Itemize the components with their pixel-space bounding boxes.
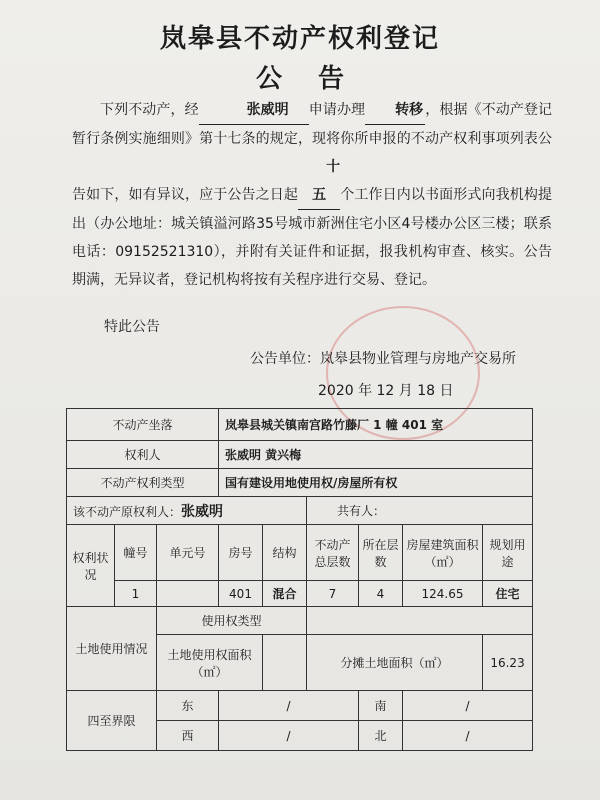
value-unit [157, 581, 219, 607]
notice-text-start: 下列不动产，经 [100, 102, 199, 118]
value-usage: 住宅 [483, 581, 533, 607]
west-value: / [219, 721, 359, 751]
objection-days: 十五 [298, 153, 340, 210]
document-title: 岚皋县不动产权利登记 [159, 24, 440, 54]
north-value: / [403, 721, 533, 751]
use-right-type-value [307, 607, 533, 635]
prev-owner-cell [67, 497, 307, 525]
header-total-floors: 不动产总层数 [307, 525, 359, 581]
notice-paragraph [72, 96, 552, 294]
property-table [66, 408, 533, 751]
boundary-label: 四至界限 [67, 691, 157, 751]
document-subtitle: 公告 [255, 64, 380, 94]
shared-area-value: 16.23 [483, 635, 533, 691]
east-value: / [219, 691, 359, 721]
east-label: 东 [157, 691, 219, 721]
special-notice: 特此公告 [104, 319, 160, 335]
header-structure: 结构 [263, 525, 307, 581]
value-floor: 4 [359, 581, 403, 607]
co-owner-label: 共有人： [307, 497, 533, 525]
right-type-value: 国有建设用地使用权/房屋所有权 [219, 469, 533, 497]
right-type-label: 不动产权利类型 [67, 469, 219, 497]
notice-text-mid: ，根据《不动产登记暂行条例实施细则》第十七条的规定，现将你所申报的不动产权利事项列表公告如下，如有异议，应于公告之日起 [72, 102, 553, 203]
value-area: 124.65 [403, 581, 483, 607]
land-area-value [263, 635, 307, 691]
notice-text-end: 个工作日内以书面形式向我机构提出（办公地址：城关镇溢河路35号城市新洲住宅小区4号楼办公区三楼；联系电话：09152521310），并附有关证件和证据，报我机构审查、核实。公告期满，无异议者，登记机构将按有关程序进行交易、登记。 [72, 187, 553, 288]
west-label: 西 [157, 721, 219, 751]
north-label: 北 [359, 721, 403, 751]
value-structure: 混合 [263, 581, 307, 607]
header-floor: 所在层数 [359, 525, 403, 581]
header-room: 房号 [219, 525, 263, 581]
header-unit: 单元号 [157, 525, 219, 581]
owner-label: 权利人 [67, 441, 219, 469]
shared-area-label: 分摊土地面积（㎡） [307, 635, 483, 691]
value-building: 1 [115, 581, 157, 607]
owner-value: 张威明 黄兴梅 [219, 441, 533, 469]
business-type: 转移 [365, 96, 425, 125]
location-label: 不动产坐落 [67, 409, 219, 441]
location-value: 岚皋县城关镇南宫路竹藤厂 1 幢 401 室 [219, 409, 533, 441]
prev-owner-value: 张威明 [181, 503, 224, 520]
header-area: 房屋建筑面积（㎡） [403, 525, 483, 581]
value-total-floors: 7 [307, 581, 359, 607]
applicant-name: 张威明 [199, 96, 309, 125]
issuing-unit: 公告单位：岚皋县物业管理与房地产交易所 [250, 351, 516, 367]
value-room: 401 [219, 581, 263, 607]
header-building: 幢号 [115, 525, 157, 581]
use-right-type-label: 使用权类型 [157, 607, 307, 635]
land-area-label: 土地使用权面积（㎡） [157, 635, 263, 691]
notice-text-apply: 申请办理 [308, 102, 366, 118]
south-label: 南 [359, 691, 403, 721]
header-usage: 规划用途 [483, 525, 533, 581]
prev-owner-label: 该不动产原权利人： [73, 504, 182, 519]
issue-date: 2020 年 12 月 18 日 [318, 383, 454, 399]
south-value: / [403, 691, 533, 721]
status-label: 权利状况 [67, 525, 115, 607]
land-label: 土地使用情况 [67, 607, 157, 691]
